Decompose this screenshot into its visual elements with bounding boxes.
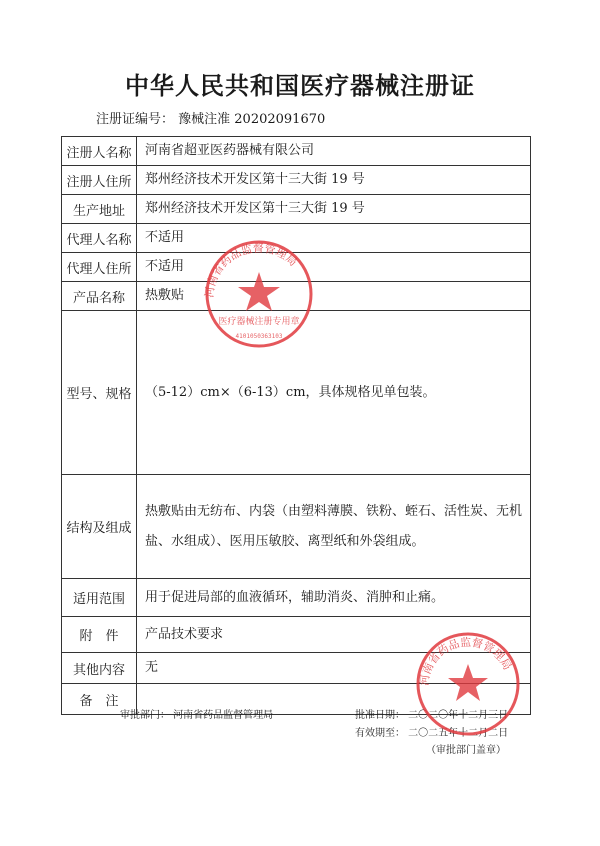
row-value-attachment: 产品技术要求 xyxy=(137,617,531,653)
seal-serial: 4101050363103 xyxy=(235,333,283,340)
seal-note: （审批部门盖章） xyxy=(426,745,506,756)
row-label-agent-name: 代理人名称 xyxy=(62,224,137,253)
table-row xyxy=(62,137,531,166)
row-label-remarks: 备 注 xyxy=(62,684,137,715)
authority-seal-stamp xyxy=(412,628,524,740)
row-label-scope: 适用范围 xyxy=(62,579,137,617)
row-label-model-spec: 型号、规格 xyxy=(62,311,137,475)
row-value-agent-address: 不适用 xyxy=(137,253,531,282)
row-value-model-spec: （5-12）cm×（6-13）cm，具体规格见单包装。 xyxy=(137,311,531,475)
row-label-other: 其他内容 xyxy=(62,653,137,684)
certificate-title: 中华人民共和国医疗器械注册证 xyxy=(125,71,475,100)
row-label-registrant-name: 注册人名称 xyxy=(62,137,137,166)
approval-date: 批准日期： 二〇二〇年十二月三日 xyxy=(355,710,509,721)
valid-until: 有效期至： 二〇二五年十二月二日 xyxy=(355,728,509,739)
seal-bottom-text: 医疗器械注册专用章 xyxy=(218,317,300,327)
row-label-registrant-address: 注册人住所 xyxy=(62,166,137,195)
registration-value: 豫械注准 20202091670 xyxy=(178,112,326,127)
table-row xyxy=(62,579,531,617)
row-value-production-address: 郑州经济技术开发区第十三大街 19 号 xyxy=(137,195,531,224)
seal-star-icon xyxy=(238,272,280,311)
row-label-product-name: 产品名称 xyxy=(62,282,137,311)
row-value-agent-name: 不适用 xyxy=(137,224,531,253)
table-row xyxy=(62,475,531,579)
registration-label: 注册证编号： xyxy=(96,112,175,127)
seal-star-icon xyxy=(448,664,488,701)
row-label-production-address: 生产地址 xyxy=(62,195,137,224)
row-value-other: 无 xyxy=(137,653,531,684)
row-label-attachment: 附 件 xyxy=(62,617,137,653)
registration-number xyxy=(96,108,325,127)
row-value-registrant-name: 河南省超亚医药器械有限公司 xyxy=(137,137,531,166)
row-label-agent-address: 代理人住所 xyxy=(62,253,137,282)
table-row xyxy=(62,166,531,195)
table-row xyxy=(62,195,531,224)
row-value-registrant-address: 郑州经济技术开发区第十三大街 19 号 xyxy=(137,166,531,195)
seal-top-text: 河南省药品监督管理局 xyxy=(417,635,515,687)
approval-authority: 审批部门： 河南省药品监督管理局 xyxy=(120,710,274,721)
seal-top-text: 河南省药品监督管理局 xyxy=(202,241,300,299)
row-value-product-name: 热敷贴 xyxy=(137,282,531,311)
row-label-structure: 结构及组成 xyxy=(62,475,137,579)
row-value-scope: 用于促进局部的血液循环，辅助消炎、消肿和止痛。 xyxy=(137,579,531,617)
registration-seal-stamp xyxy=(193,238,325,350)
row-value-structure: 热敷贴由无纺布、内袋（由塑料薄膜、铁粉、蛭石、活性炭、无机盐、水组成）、医用压敏胶、离型纸和外袋组成。 xyxy=(137,475,531,579)
